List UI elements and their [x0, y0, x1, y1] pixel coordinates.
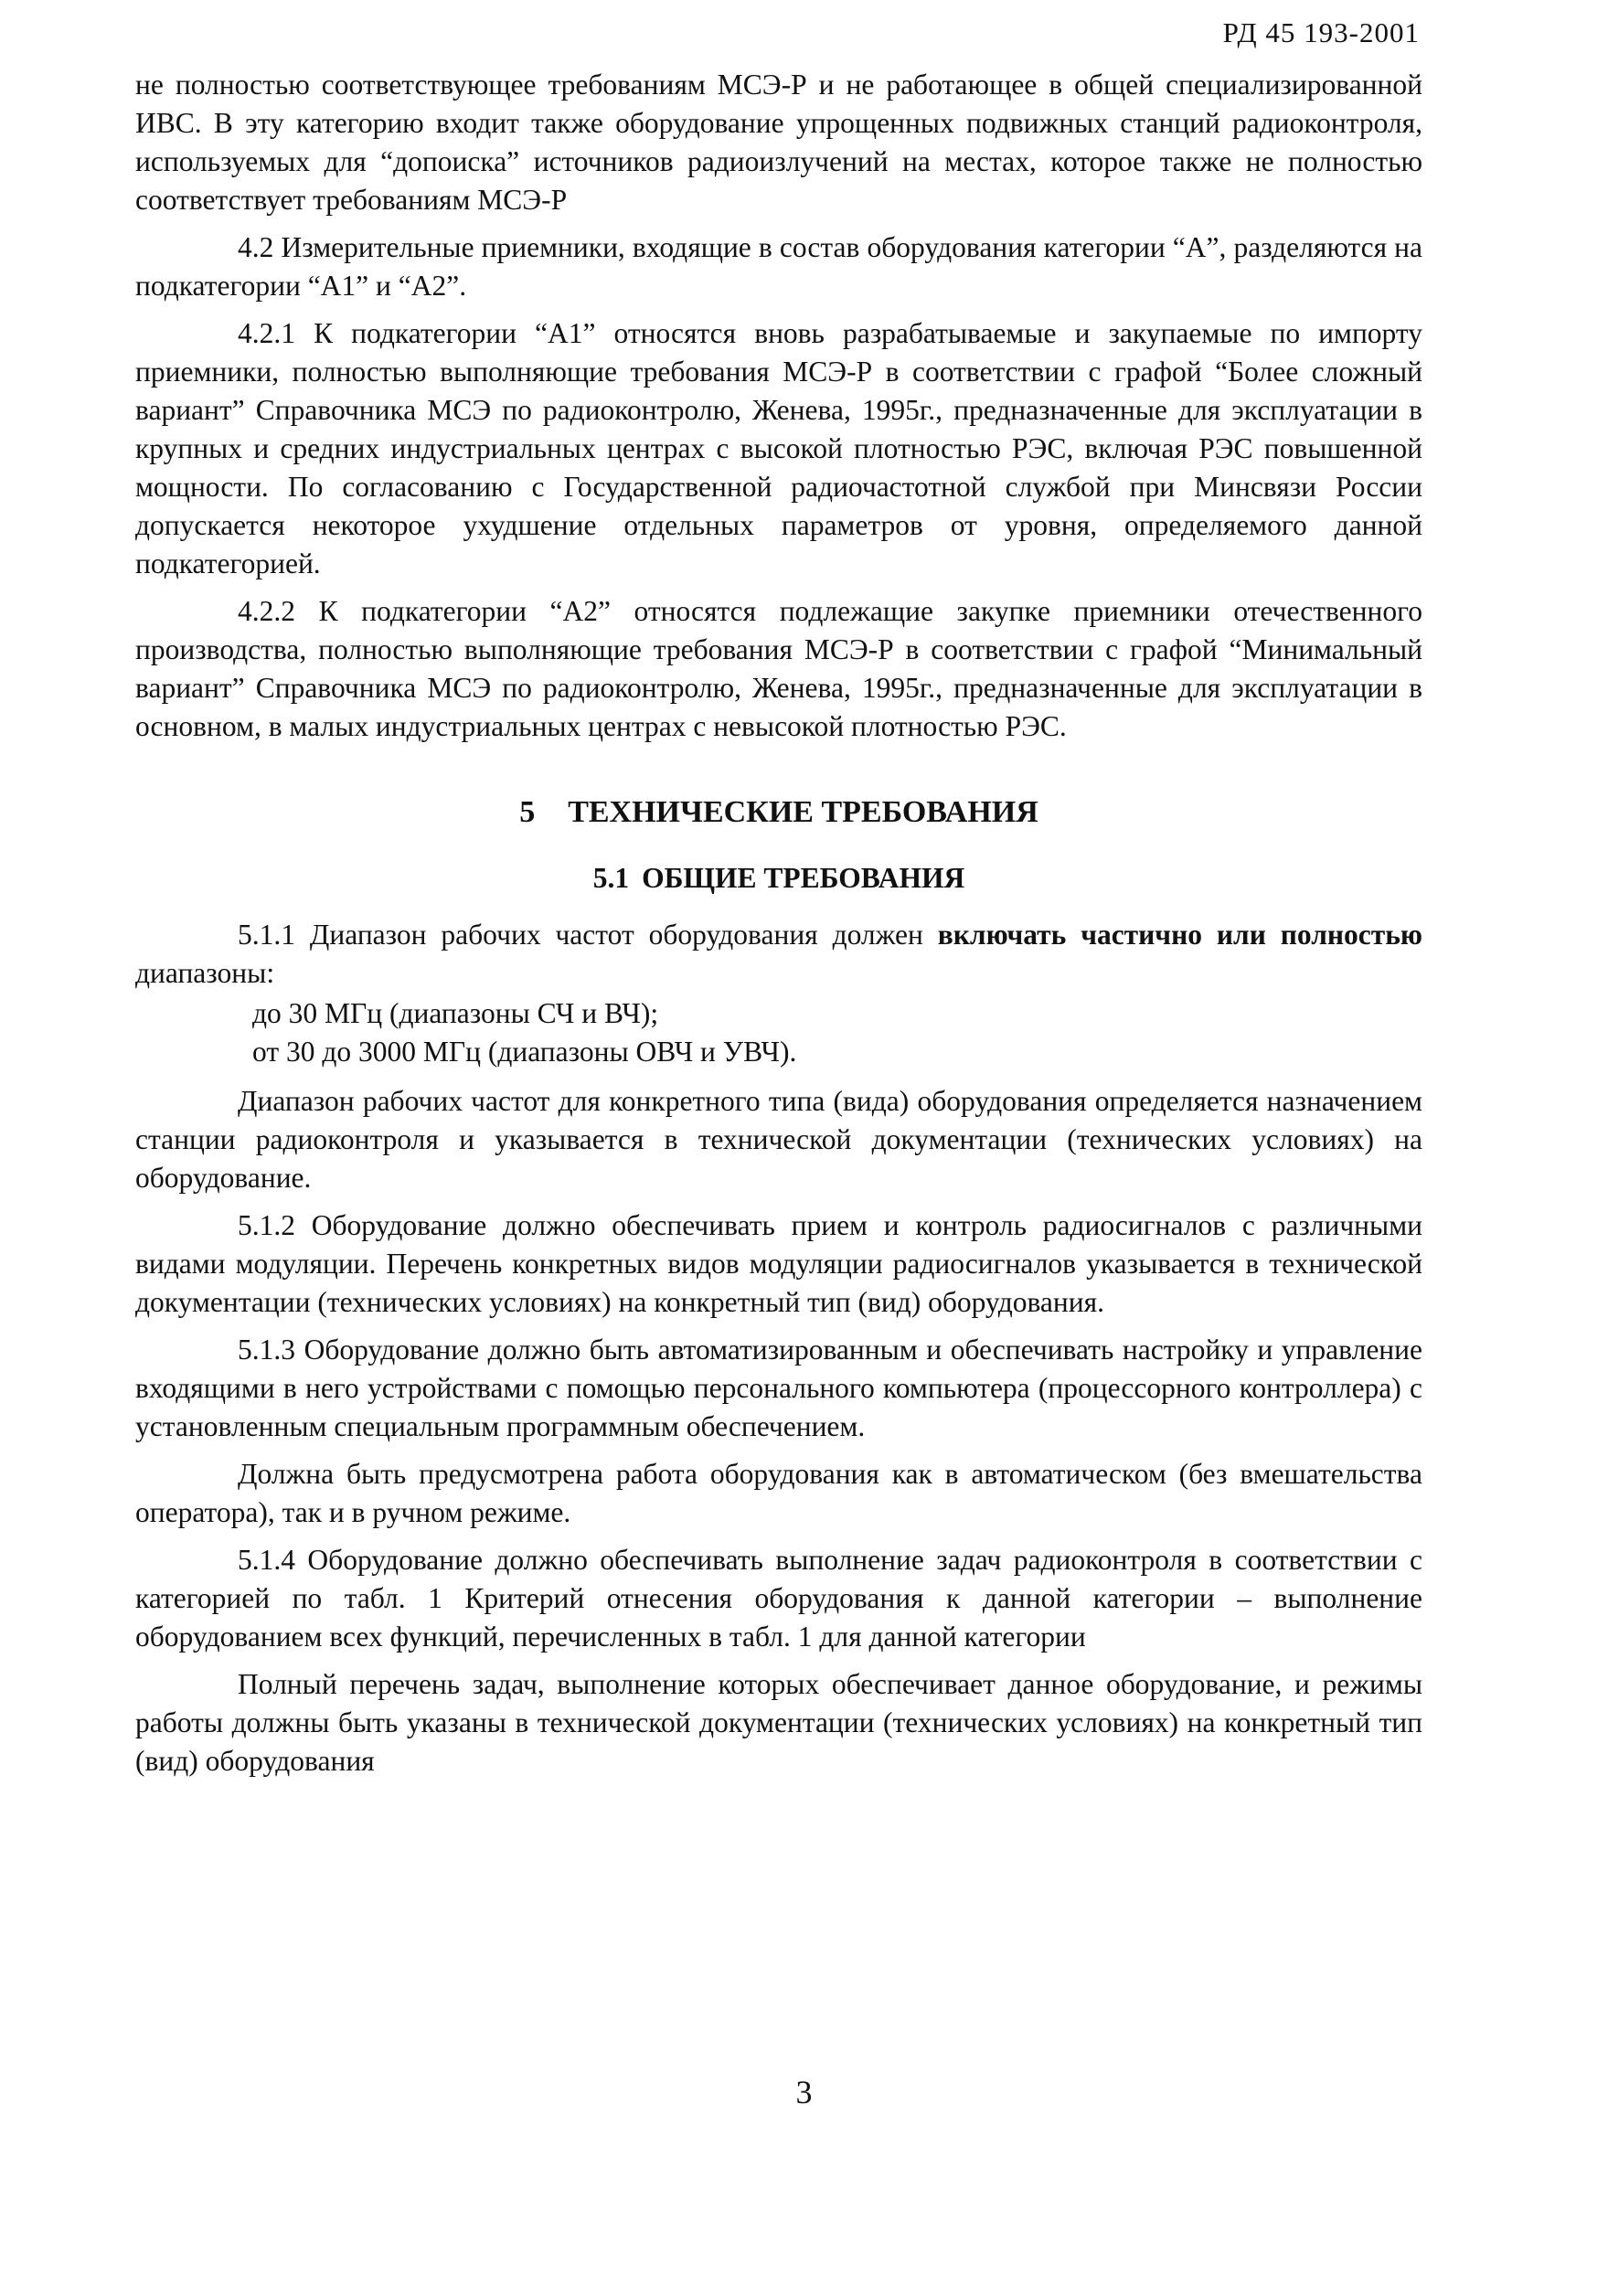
- paragraph-task-list: Полный перечень задач, выполнение которых обеспечивает данное оборудование, и режимы работы должны быть указаны в технической документации (технических условиях) на конкретный тип (вид) оборудования: [135, 1668, 1422, 1777]
- paragraph-5-1-1-bold: включать частично или полностью: [937, 919, 1422, 951]
- paragraph-modes: Должна быть предусмотрена работа оборудования как в автоматическом (без вмешательства оператора), так и в ручном режиме.: [135, 1458, 1422, 1528]
- page-body: [135, 66, 1422, 1790]
- list-item: от 30 до 3000 МГц (диапазоны ОВЧ и УВЧ).: [252, 1036, 797, 1068]
- paragraph-4-2-2: 4.2.2 К подкатегории “А2” относятся подлежащие закупке приемники отечественного производства, полностью выполняющие требования МСЭ-Р в соответствии с графой “Минимальный вариант” Справочника МСЭ по радиоконтролю, Женева, 1995г., предназначенные для эксплуатации в основном, в малых индустриальных центрах с невысокой плотностью РЭС.: [135, 595, 1422, 742]
- section-title: ТЕХНИЧЕСКИЕ ТРЕБОВАНИЯ: [568, 795, 1038, 829]
- paragraph-5-1-1-start: 5.1.1 Диапазон рабочих частот оборудования должен: [238, 919, 938, 951]
- paragraph-5-1-3: 5.1.3 Оборудование должно быть автоматизированным и обеспечивать настройку и управление входящими в него устройствами с помощью персонального компьютера (процессорного контроллера) с установленным специальным программным обеспечением.: [135, 1334, 1422, 1442]
- paragraph-range-definition: Диапазон рабочих частот для конкретного типа (вида) оборудования определяется назначением станции радиоконтроля и указывается в технической документации (технических условиях) на оборудование.: [135, 1085, 1422, 1194]
- page-number: 3: [795, 2074, 813, 2110]
- paragraph-4-2: 4.2 Измерительные приемники, входящие в состав оборудования категории “А”, разделяются на подкатегории “А1” и “А2”.: [135, 231, 1422, 302]
- section-number: 5: [519, 795, 536, 829]
- frequency-range-list: [135, 994, 1422, 1071]
- subsection-title: ОБЩИЕ ТРЕБОВАНИЯ: [642, 862, 965, 894]
- list-item: до 30 МГц (диапазоны СЧ и ВЧ);: [252, 997, 659, 1029]
- subsection-heading: [135, 859, 1422, 898]
- paragraph-5-1-4: 5.1.4 Оборудование должно обеспечивать выполнение задач радиоконтроля в соответствии с категорией по табл. 1 Критерий отнесения оборудования к данной категории – выполнение оборудованием всех функций, перечисленных в табл. 1 для данной категории: [135, 1544, 1422, 1653]
- paragraph-5-1-1-end: диапазоны:: [135, 957, 275, 989]
- paragraph-4-2-1: 4.2.1 К подкатегории “А1” относятся вновь разрабатываемые и закупаемые по импорту приемники, полностью выполняющие требования МСЭ-Р в соответствии с графой “Более сложный вариант” Справочника МСЭ по радиоконтролю, Женева, 1995г., предназначенные для эксплуатации в крупных и средних индустриальных центрах с высокой плотностью РЭС, включая РЭС повышенной мощности. По согласованию с Государственной радиочастотной службой при Минсвязи России допускается некоторое ухудшение отдельных параметров от уровня, определяемого данной подкатегорией.: [135, 317, 1422, 579]
- section-heading: [135, 793, 1422, 832]
- document-code: РД 45 193-2001: [1222, 16, 1420, 48]
- paragraph-5-1-1: [135, 916, 1422, 993]
- paragraph-5-1-2: 5.1.2 Оборудование должно обеспечивать прием и контроль радиосигналов с различными видами модуляции. Перечень конкретных видов модуляции радиосигналов указывается в технической документации (технических условиях) на конкретный тип (вид) оборудования.: [135, 1209, 1422, 1318]
- subsection-number: 5.1: [592, 862, 630, 894]
- paragraph-continuation: не полностью соответствующее требованиям МСЭ-Р и не работающее в общей специализированной ИВС. В эту категорию входит также оборудование упрощенных подвижных станций радиоконтроля, используемых для “допоиска” источников радиоизлучений на местах, которое также не полностью соответствует требованиям МСЭ-Р: [135, 69, 1422, 216]
